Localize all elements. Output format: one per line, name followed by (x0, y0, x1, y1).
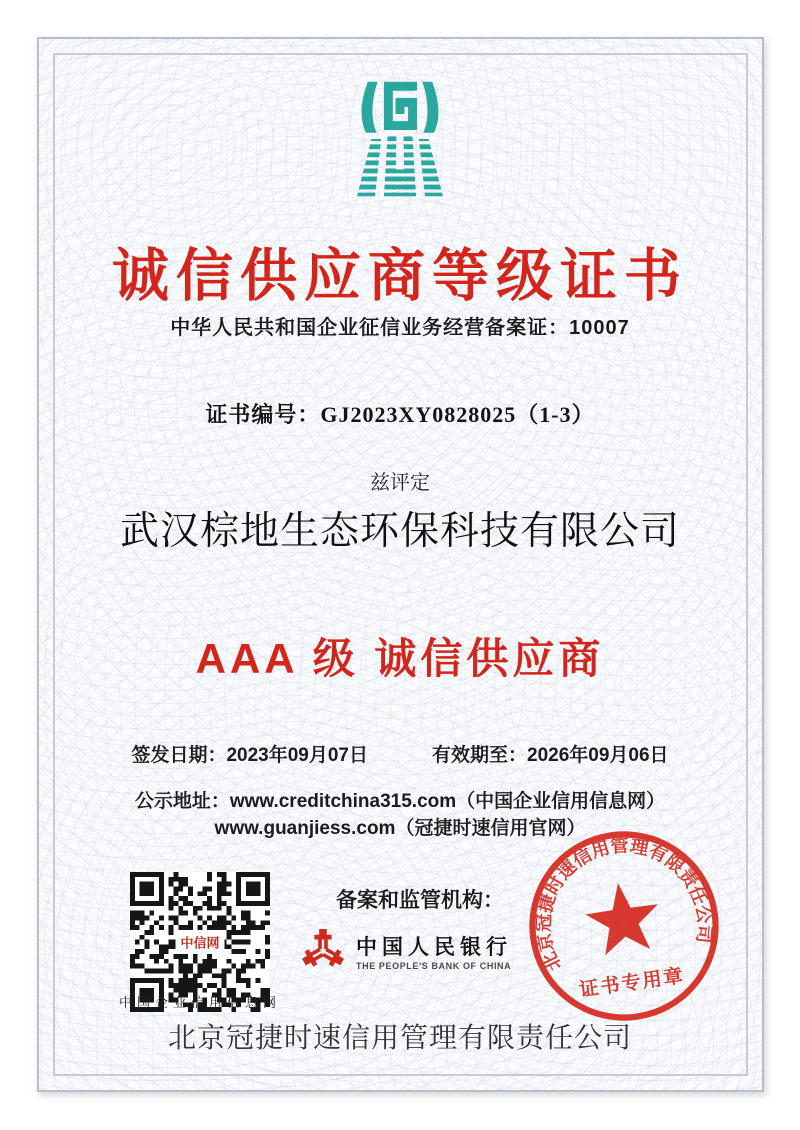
company-name: 武汉棕地生态环保科技有限公司 (119, 510, 680, 553)
address-line2: www.guanjiess.com（冠捷时速信用官网） (214, 818, 586, 839)
address-line1: 公示地址：www.creditchina315.com（中国企业信用信息网） (134, 791, 666, 812)
qr-code (130, 872, 270, 1012)
seal-star-icon (582, 878, 664, 957)
certificate-subtitle: 中华人民共和国企业征信业务经营备案证：10007 (170, 317, 630, 339)
bank-name-cn: 中国人民银行 (356, 935, 512, 959)
seal-arc-text: 北京冠捷时速信用管理有限责任公司 (533, 835, 715, 974)
certificate-intro: 兹评定 (370, 472, 430, 494)
issue-date: 签发日期：2023年09月07日 (131, 745, 368, 766)
dates-row (0, 740, 800, 767)
company-seal (518, 820, 730, 1032)
pboc-logo (300, 928, 550, 974)
qr-center-label: 中信网 (175, 932, 224, 953)
regulator-label: 备案和监管机构： (336, 888, 504, 912)
pboc-emblem-icon (300, 928, 346, 974)
valid-until: 有效期至：2026年09月06日 (432, 745, 669, 766)
certificate-number: 证书编号：GJ2023XY0828025（1-3） (205, 402, 595, 427)
issuer-name: 北京冠捷时速信用管理有限责任公司 (167, 1022, 632, 1053)
bank-name-en: THE PEOPLE'S BANK OF CHINA (356, 961, 512, 971)
gh-monogram-logo-icon (341, 80, 459, 198)
grade-line: AAA 级 诚信供应商 (195, 635, 605, 682)
seal-caption: 证书专用章 (578, 965, 687, 1002)
qr-caption: 中国企业信用信息网 (118, 995, 281, 1010)
certificate-title: 诚信供应商等级证书 (112, 244, 688, 308)
